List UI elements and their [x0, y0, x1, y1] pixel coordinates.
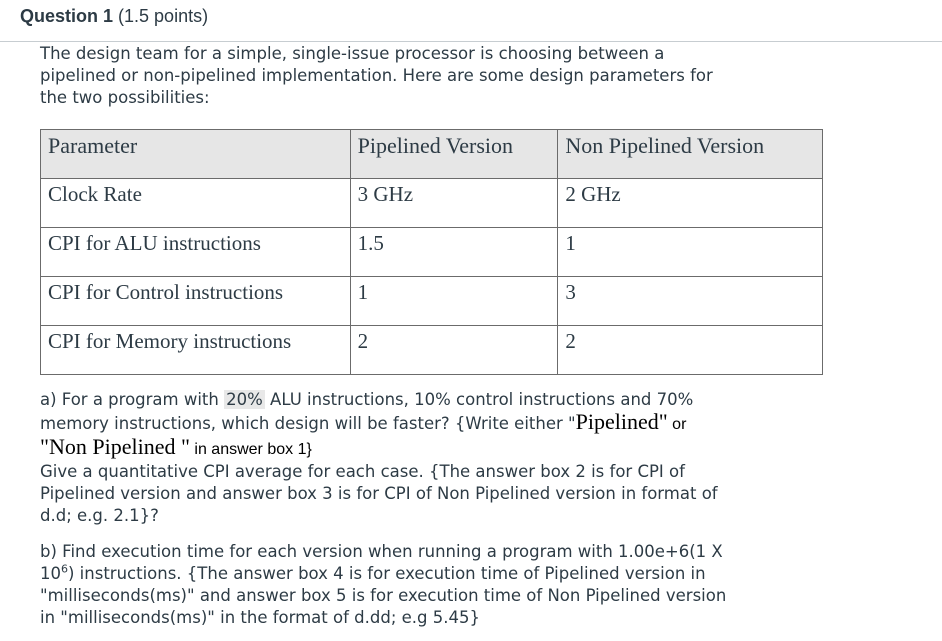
answer-option-pipelined: Pipelined" [575, 409, 668, 434]
part-a-line [40, 436, 800, 461]
part-a-line [40, 411, 800, 436]
header-non-pipelined: Non Pipelined Version [558, 130, 823, 179]
answer-option-non-pipelined: "Non Pipelined " [40, 434, 190, 459]
part-a-text-fragment: memory instructions, which design will be faster? {Write either " [40, 414, 576, 433]
table-cell: CPI for ALU instructions [41, 228, 351, 277]
table-cell: CPI for Memory instructions [41, 326, 351, 375]
table-cell: Clock Rate [41, 179, 351, 228]
part-a-text [40, 389, 800, 527]
part-a-text-fragment: a) For a program with [40, 390, 225, 409]
table-cell: 1 [350, 277, 558, 326]
part-a-line: Give a quantitative CPI average for each case. {The answer box 2 is for CPI of [40, 462, 685, 481]
table-cell: 3 [558, 277, 823, 326]
header-parameter: Parameter [41, 130, 351, 179]
part-a-text-fragment: ALU instructions, 10% control instructions and 70% [264, 390, 694, 409]
table-header-row [41, 130, 823, 179]
part-b-line [40, 563, 800, 585]
question-number: Question 1 [20, 6, 114, 26]
header-pipelined: Pipelined Version [350, 130, 558, 179]
part-b-text-fragment: ) instructions. {The answer box 4 is for execution time of Pipelined version in [68, 564, 706, 583]
table-cell: CPI for Control instructions [41, 277, 351, 326]
part-b-line: in "milliseconds(ms)" in the format of d.dd; e.g 5.45} [40, 608, 480, 627]
part-b-text [40, 541, 800, 629]
table-cell: 2 GHz [558, 179, 823, 228]
intro-line: The design team for a simple, single-issue processor is choosing between a [40, 44, 665, 63]
part-b-line: "milliseconds(ms)" and answer box 5 is for execution time of Non Pipelined version [40, 586, 727, 605]
part-b-line: b) Find execution time for each version when running a program with 1.00e+6(1 X [40, 542, 723, 561]
table-row [41, 228, 823, 277]
table-cell: 3 GHz [350, 179, 558, 228]
intro-line: the two possibilities: [40, 88, 210, 107]
exponent: 6 [61, 562, 68, 576]
part-a-line: Pipelined version and answer box 3 is for CPI of Non Pipelined version in format of [40, 484, 718, 503]
table-cell: 1.5 [350, 228, 558, 277]
table-row [41, 179, 823, 228]
highlighted-percentage: 20% [226, 390, 263, 409]
part-a-line [40, 389, 800, 411]
table-cell: 1 [558, 228, 823, 277]
question-intro [40, 43, 760, 109]
question-points: (1.5 points) [118, 6, 209, 26]
design-parameters-table [40, 129, 823, 375]
table-row [41, 277, 823, 326]
table-cell: 2 [558, 326, 823, 375]
part-a-line: d.d; e.g. 2.1}? [40, 506, 159, 525]
part-b-text-fragment: 10 [40, 564, 61, 583]
part-a-text-fragment: or [667, 416, 687, 433]
intro-line: pipelined or non-pipelined implementation. Here are some design parameters for [40, 66, 713, 85]
question-title [20, 6, 208, 27]
table-row [41, 326, 823, 375]
table-cell: 2 [350, 326, 558, 375]
part-a-text-fragment: in answer box 1} [189, 441, 312, 458]
question-header [0, 0, 942, 42]
